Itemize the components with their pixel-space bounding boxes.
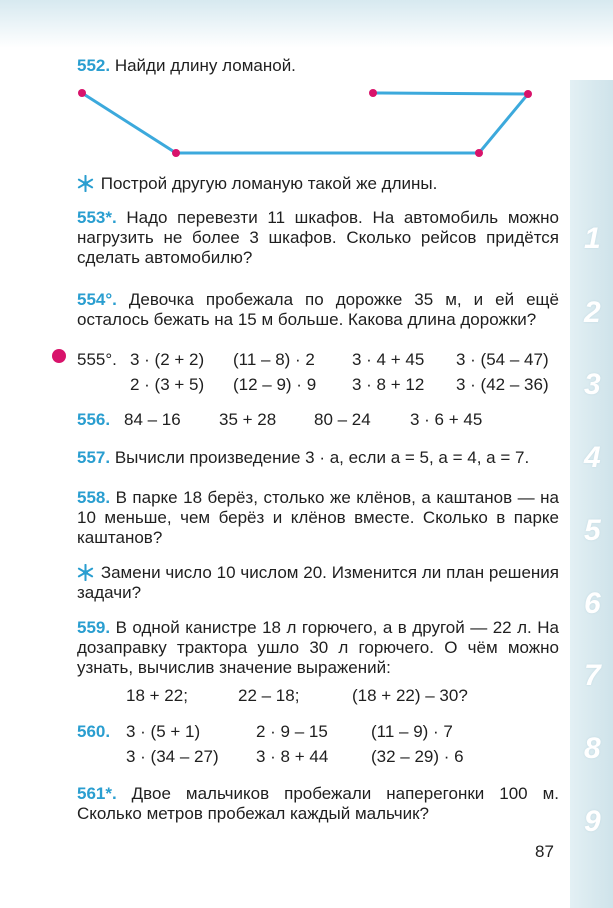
problem-554 — [77, 290, 559, 330]
side-number: 1 — [584, 222, 601, 255]
problem-number: 559. — [77, 618, 111, 637]
expression: 3 · 4 + 45 — [352, 350, 425, 369]
problem-557 — [77, 448, 529, 468]
expression: 80 – 24 — [314, 410, 371, 429]
problem-number: 553*. — [77, 208, 117, 227]
problem-text: В одной канистре 18 л горючего, а в другой — 22 л. На дозаправку трактора ушло 30 л горючего. О чём можно узнать, вычислив значение выражений: — [77, 618, 559, 677]
side-number: 4 — [584, 441, 601, 474]
expression: 22 – 18; — [238, 686, 300, 705]
problem-number: 560. — [77, 722, 111, 741]
expression: 3 · (42 – 36) — [456, 375, 549, 394]
side-number: 8 — [584, 732, 601, 765]
problem-561 — [77, 784, 559, 824]
expression: (11 – 9) · 7 — [371, 722, 453, 741]
expression: (18 + 22) – 30? — [352, 686, 468, 705]
problem-number: 561*. — [77, 784, 117, 803]
problem-number: 555°. — [77, 350, 117, 369]
problem-558 — [77, 488, 559, 548]
side-number: 6 — [584, 587, 601, 620]
problem-text: Найди длину ломаной. — [114, 56, 296, 75]
expression: 84 – 16 — [124, 410, 181, 429]
side-number: 9 — [584, 805, 601, 838]
expression: (32 – 29) · 6 — [371, 747, 464, 766]
expression: 2 · 9 – 15 — [256, 722, 328, 741]
expression: 3 · (2 + 2) — [130, 350, 205, 369]
problem-number: 556. — [77, 410, 111, 429]
page-number: 87 — [535, 842, 554, 861]
problem-number: 554°. — [77, 290, 117, 309]
problem-text: Вычисли произведение 3 · a, если a = 5, a = 4, a = 7. — [114, 448, 530, 467]
polyline-vertex — [524, 90, 532, 98]
problem-553 — [77, 208, 559, 268]
side-number: 7 — [584, 659, 601, 692]
expression: 2 · (3 + 5) — [130, 375, 205, 394]
problem-number: 552. — [77, 56, 111, 75]
problem-558-extra — [77, 563, 559, 603]
problem-text: Двое мальчиков пробежали наперегонки 100 м. Сколько метров пробежал каждый мальчик? — [77, 784, 559, 823]
expression: 3 · (5 + 1) — [126, 722, 201, 741]
polyline-vertex — [369, 89, 377, 97]
expression: 18 + 22; — [126, 686, 188, 705]
expression: 3 · (54 – 47) — [456, 350, 549, 369]
problem-text: Построй другую ломаную такой же длины. — [100, 174, 438, 193]
expression: (11 – 8) · 2 — [233, 350, 315, 369]
expression: (12 – 9) · 9 — [233, 375, 317, 394]
problem-text: Замени число 10 числом 20. Изменится ли план решения задачи? — [77, 563, 559, 602]
problem-number: 558. — [77, 488, 111, 507]
polyline — [82, 93, 528, 153]
problem-text: Надо перевезти 11 шкафов. На автомобиль можно нагрузить не более 3 шкафов. Сколько рейсов придётся сделать автомобилю? — [77, 208, 559, 267]
expression: 3 · 6 + 45 — [410, 410, 483, 429]
problem-text: Девочка пробежала по дорожке 35 м, и ей ещё осталось бежать на 15 м больше. Какова длина дорожки? — [77, 290, 559, 329]
expression: 3 · 8 + 12 — [352, 375, 425, 394]
problem-552-extra — [77, 174, 437, 194]
expression: 3 · (34 – 27) — [126, 747, 219, 766]
expression: 35 + 28 — [219, 410, 277, 429]
side-number: 3 — [584, 368, 601, 401]
polyline-vertex — [475, 149, 483, 157]
snowflake-icon — [77, 175, 94, 192]
problem-559 — [77, 618, 559, 678]
polyline-vertex — [78, 89, 86, 97]
problem-text: В парке 18 берёз, столько же клёнов, а каштанов — на 10 меньше, чем берёз и клёнов вместе. Сколько в парке каштанов? — [77, 488, 559, 547]
expression: 3 · 8 + 44 — [256, 747, 329, 766]
difficulty-marker — [52, 349, 66, 363]
snowflake-icon — [77, 564, 94, 581]
side-number: 2 — [584, 296, 601, 329]
problem-number: 557. — [77, 448, 111, 467]
side-number: 5 — [584, 514, 601, 547]
polyline-vertex — [172, 149, 180, 157]
